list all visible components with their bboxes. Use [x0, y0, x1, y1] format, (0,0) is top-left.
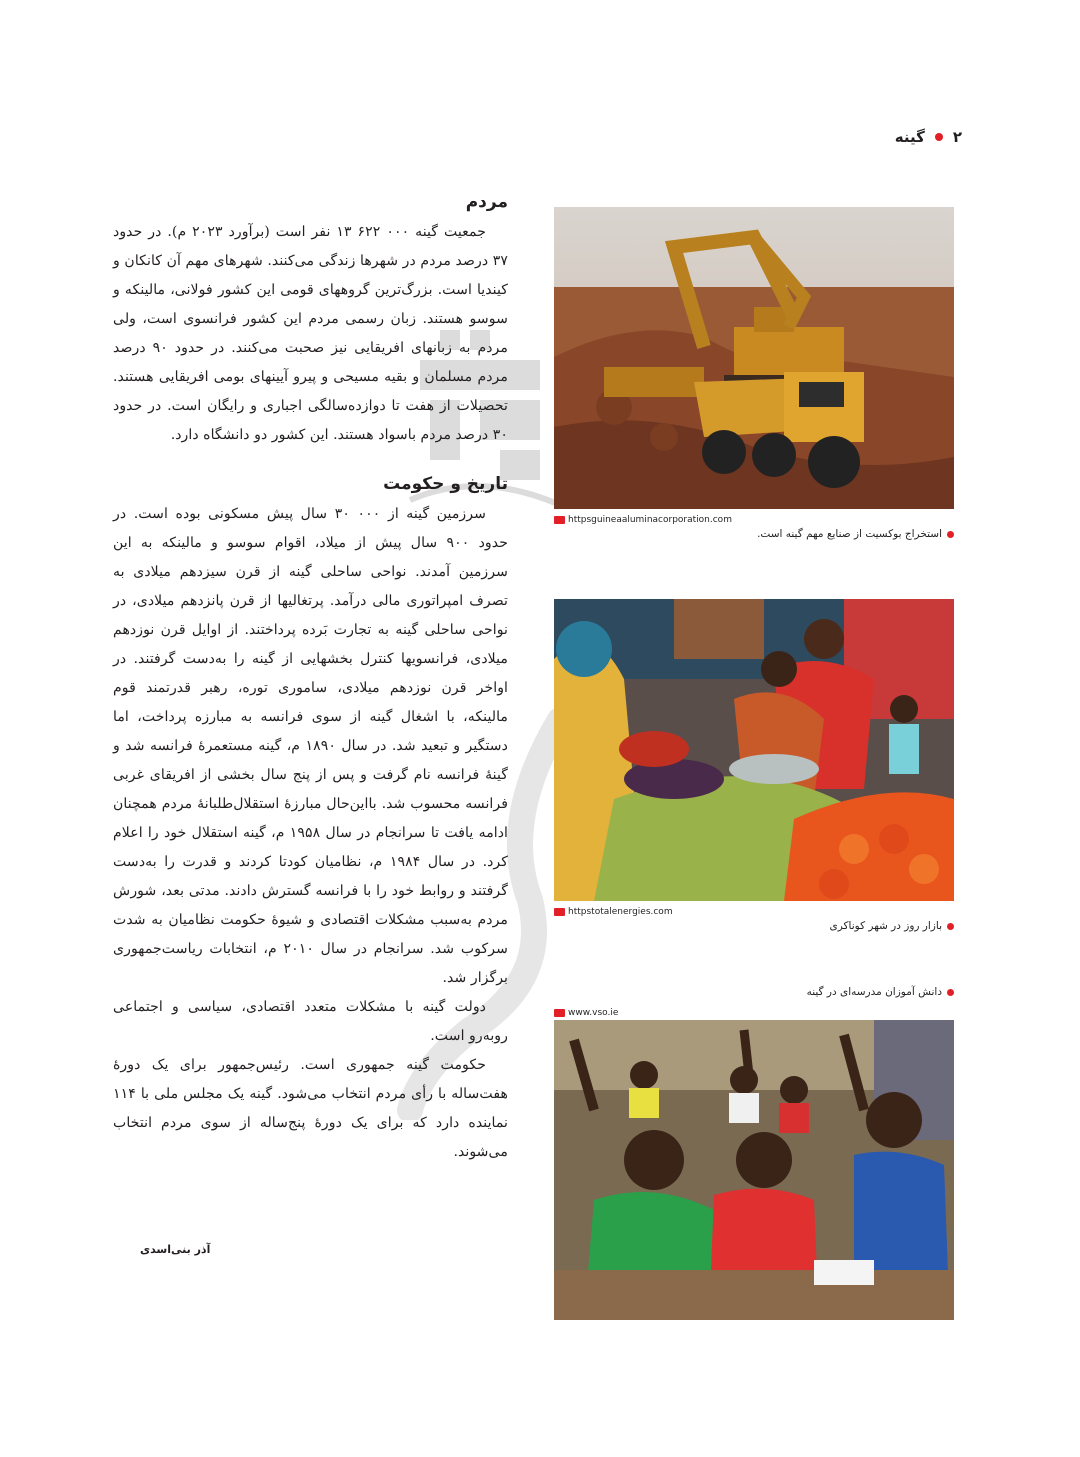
camera-icon [554, 516, 565, 524]
photo-credit-2: httpstotalenergies.com [554, 907, 673, 917]
photo-caption-3: دانش آموزان مدرسه‌ای در گینه [807, 986, 954, 998]
bullet-dot-icon [947, 531, 954, 538]
photo-credit-3: www.vso.ie [554, 1008, 618, 1018]
photo-credit-1: httpsguineaaluminacorporation.com [554, 515, 732, 525]
section-title-people: مردم [465, 192, 508, 212]
bullet-dot-icon [947, 923, 954, 930]
history-paragraph-2: دولت گینه با مشکلات متعدد اقتصادی، سیاسی و اجتماعی روبه‌رو است. [113, 999, 508, 1044]
bullet-dot-icon [947, 989, 954, 996]
photo-bauxite-mining [554, 207, 954, 509]
page-header-title: گینه [894, 128, 925, 146]
author-name: آذر بنی‌اسدی [140, 1243, 211, 1256]
page-header [895, 128, 962, 146]
article-text [113, 192, 508, 1167]
bullet-dot-icon [935, 133, 943, 141]
photo-market-conakry [554, 599, 954, 901]
people-paragraph: جمعیت گینه ۰۰۰ ۶۲۲ ۱۳ نفر است (برآورد ۲۰۲۳ م). در حدود ۳۷ درصد مردم در شهرها زندگی می‌کنند. شهرهای مهم آن کانکان و کیندیا است. بزرگ‌ترین گروههای قومی این کشور فولانی، مالینکه و سوسو هستند. زبان رسمی مردم این کشور فرانسوی است، ولی مردم به زبانهای افریقایی نیز صحبت می‌کنند. در حدود ۹۰ درصد مردم مسلمان و بقیه مسیحی و پیرو آیینهای بومی افریقایی هستند. تحصیلات از هفت تا دوازده‌سالگی اجباری و رایگان است. در حدود ۳۰ درصد مردم باسواد هستند. این کشور دو دانشگاه دارد. [113, 224, 508, 443]
history-paragraph-1: سرزمین گینه از ۰۰۰ ۳۰ سال پیش مسکونی بوده است. در حدود ۹۰۰ سال پیش از میلاد، اقوام سوسو و مالینکه به این سرزمین آمدند. نواحی ساحلی گینه از قرن سیزدهم میلادی به تصرف امپراتوری مالی درآمد. پرتغالیها از قرن پانزدهم میلادی، در نواحی ساحلی گینه به تجارت بَرده پرداختند. از اوایل قرن نوزدهم میلادی، فرانسویها کنترل بخشهایی از گینه را به‌دست گرفتند. در اواخر قرن نوزدهم میلادی، ساموری توره، رهبر قدرتمند قوم مالینکه، با اشغال گینه از سوی فرانسه به مبارزه پرداخت، اما دستگیر و تبعید شد. در سال ۱۸۹۰ م، گینه مستعمرهٔ فرانسه شد و گینهٔ فرانسه نام گرفت و پس از پنج سال بخشی از افریقای غربی فرانسه محسوب شد. بااین‌حال مبارزهٔ استقلال‌طلبانهٔ مردم همچنان ادامه یافت تا سرانجام در سال ۱۹۵۸ م، گینه استقلال خود را اعلام کرد. در سال ۱۹۸۴ م، نظامیان کودتا کردند و قدرت را به‌دست گرفتند و روابط خود را با فرانسه گسترش دادند. مدتی بعد، شورش مردم به‌سبب مشکلات اقتصادی و شیوهٔ حکومت نظامیان به شدت سرکوب شد. سرانجام در سال ۲۰۱۰ م، انتخابات ریاست‌جمهوری برگزار شد. [113, 506, 509, 986]
camera-icon [554, 908, 565, 916]
camera-icon [554, 1009, 565, 1017]
photo-schoolchildren [554, 1020, 954, 1320]
photo-caption-1: استخراج بوکسیت از صنایع مهم گینه است. [757, 528, 954, 540]
section-title-history: تاریخ و حکومت [383, 474, 508, 494]
page-number: ۲ [952, 128, 962, 146]
photo-caption-2: بازار روز در شهر کوناکری [830, 920, 954, 932]
history-paragraph-3: حکومت گینه جمهوری است. رئیس‌جمهور برای یک دورهٔ هفت‌ساله با رأی مردم انتخاب می‌شود. گینه یک مجلس ملی با ۱۱۴ نماینده دارد که برای یک دورهٔ پنج‌ساله از سوی مردم انتخاب می‌شوند. [113, 1057, 508, 1160]
